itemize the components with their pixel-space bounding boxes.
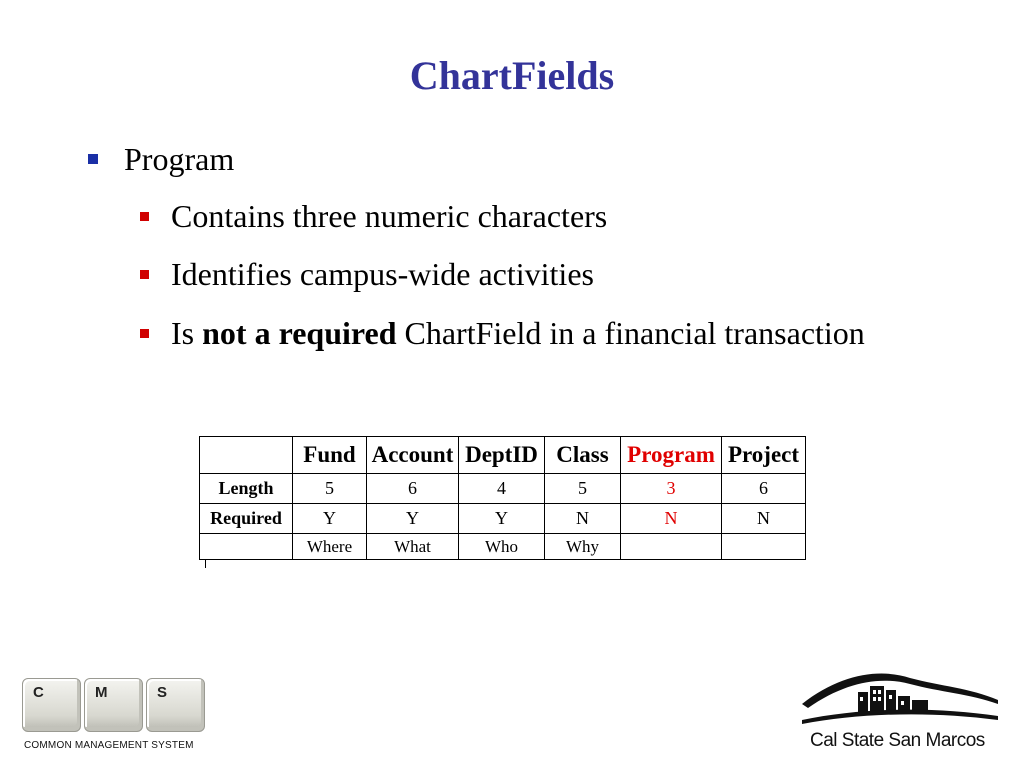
table-cell [621, 534, 722, 560]
key-label: C [33, 684, 44, 701]
table-row-label: Required [200, 504, 293, 534]
table-header-cell: Account [367, 437, 459, 474]
table-cell: Why [545, 534, 621, 560]
campus-skyline-icon [800, 664, 1000, 726]
table-row [200, 474, 806, 504]
table-cell: N [545, 504, 621, 534]
sub-bullet-3-suffix: ChartField in a financial transaction [396, 315, 865, 351]
university-name: Cal State San Marcos [810, 730, 985, 751]
university-logo [800, 664, 1000, 754]
table-cell: 5 [545, 474, 621, 504]
table-cell: Y [367, 504, 459, 534]
table-cell: Y [293, 504, 367, 534]
sub-bullet-2-text: Identifies campus-wide activities [171, 256, 594, 292]
table-header-cell: Fund [293, 437, 367, 474]
table-cell [722, 534, 806, 560]
slide-title: ChartFields [409, 53, 615, 98]
key-label: M [95, 684, 108, 701]
table-cell: Y [459, 504, 545, 534]
cms-logo [22, 678, 222, 754]
table-row [200, 504, 806, 534]
sub-bullet-3-bold: not a required [202, 315, 397, 351]
sub-bullet-3-prefix: Is [171, 315, 203, 351]
chartfields-table [199, 436, 806, 560]
table-row [200, 534, 806, 560]
table-cell-program: N [621, 504, 722, 534]
bullet-square-icon [140, 212, 149, 221]
table-header-cell-program: Program [621, 437, 722, 474]
table-cell: 4 [459, 474, 545, 504]
table-cell: What [367, 534, 459, 560]
table-corner-cell [200, 437, 293, 474]
bullet-square-icon [88, 154, 98, 164]
cms-logo-caption: COMMON MANAGEMENT SYSTEM [24, 740, 194, 751]
keyboard-key-icon [22, 678, 81, 732]
table-row-label: Length [200, 474, 293, 504]
table-stray-tick [205, 560, 206, 568]
sub-bullet-3-text [171, 313, 871, 353]
key-label: S [157, 684, 168, 701]
table-header-row [200, 437, 806, 474]
keyboard-key-icon [84, 678, 143, 732]
keyboard-key-icon [146, 678, 205, 732]
table-header-cell: Class [545, 437, 621, 474]
table-header-cell: Project [722, 437, 806, 474]
table-row-label [200, 534, 293, 560]
table-cell-program: 3 [621, 474, 722, 504]
sub-bullet-1-text: Contains three numeric characters [171, 198, 608, 234]
table-cell: Who [459, 534, 545, 560]
bullet-square-icon [140, 329, 149, 338]
table-cell: Where [293, 534, 367, 560]
table-header-cell: DeptID [459, 437, 545, 474]
bullet-program-text: Program [124, 141, 235, 177]
bullet-square-icon [140, 270, 149, 279]
table-cell: 5 [293, 474, 367, 504]
table-cell: N [722, 504, 806, 534]
table-cell: 6 [722, 474, 806, 504]
table-cell: 6 [367, 474, 459, 504]
